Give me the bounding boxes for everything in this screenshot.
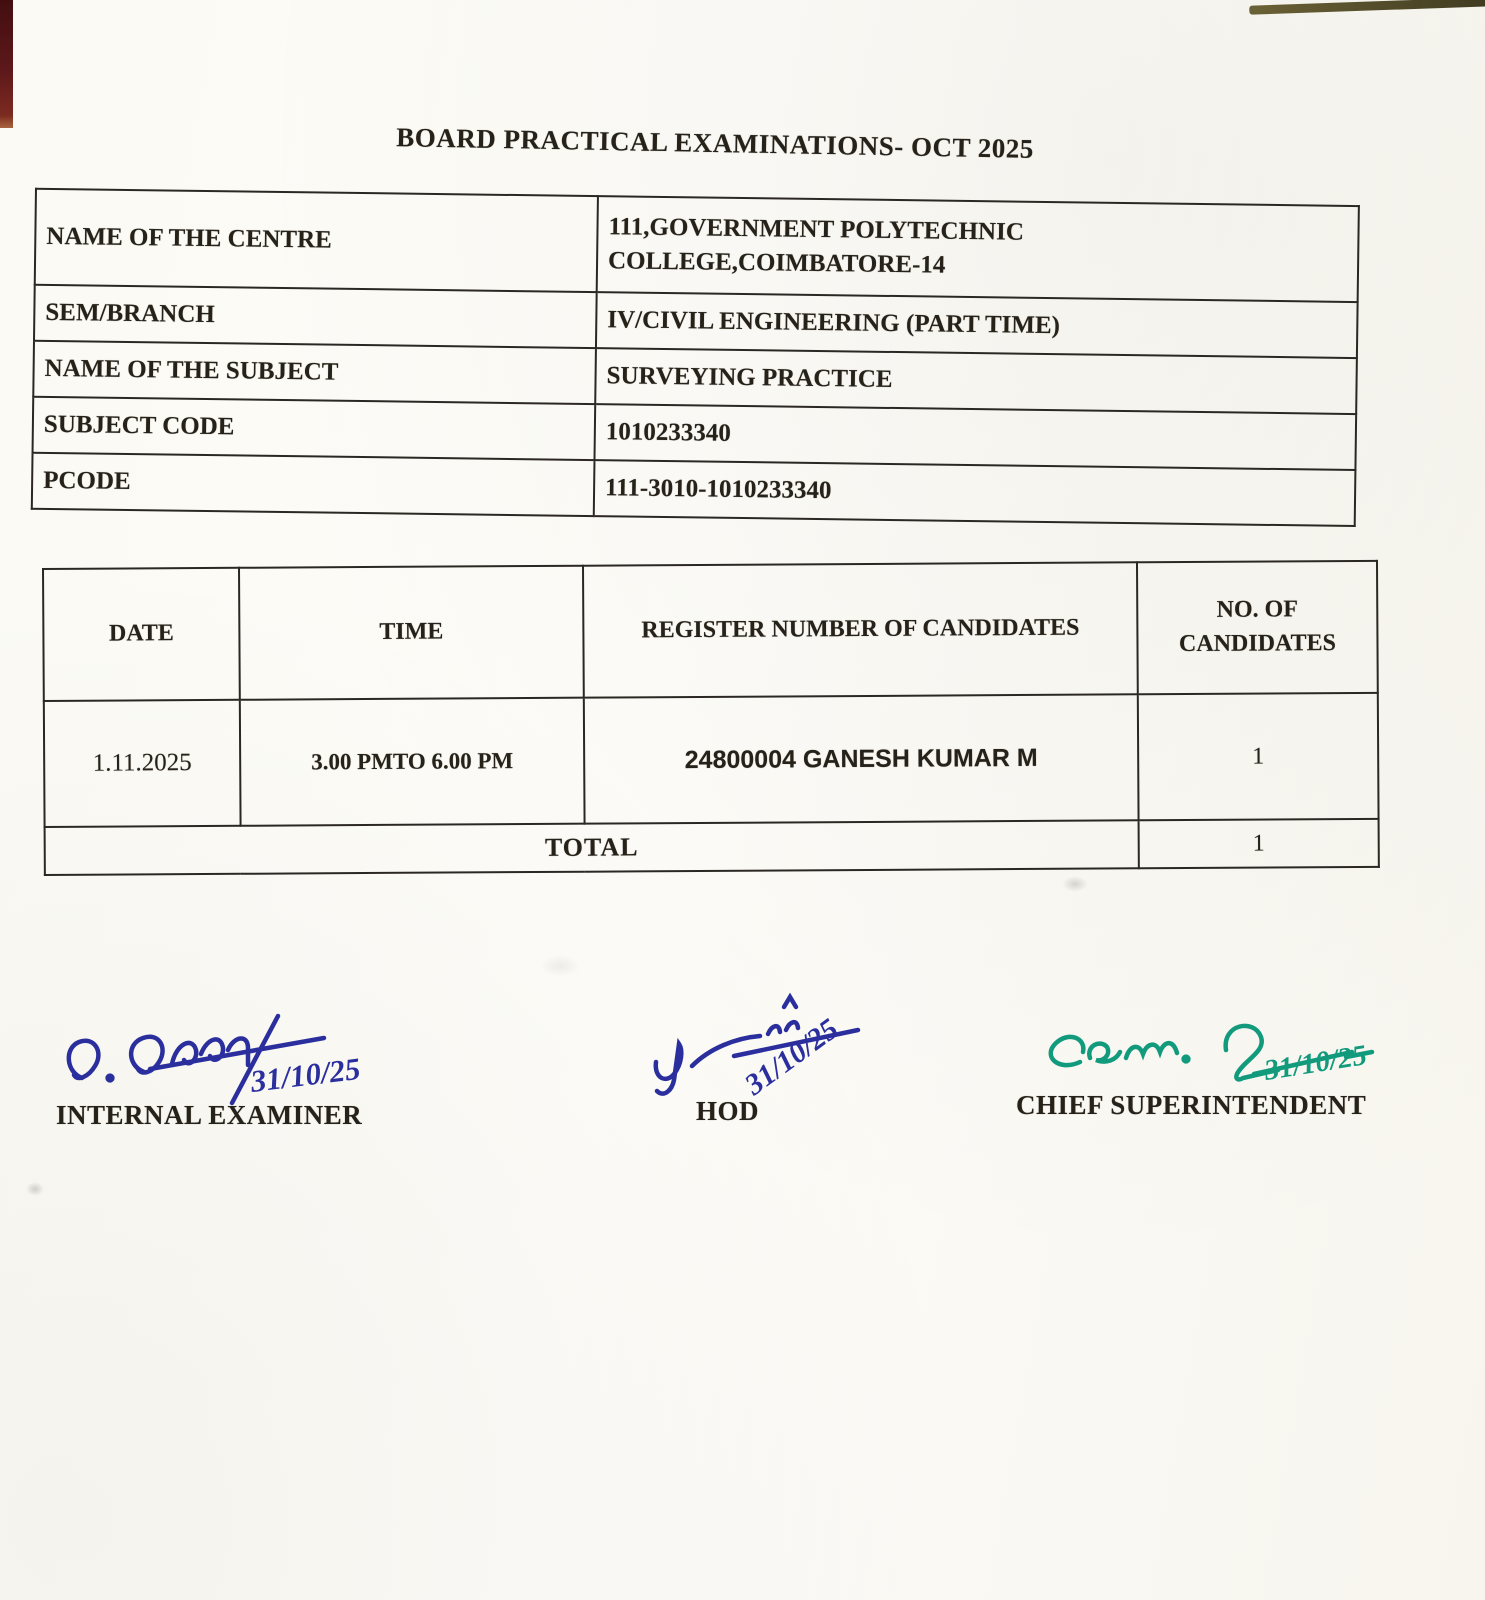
- info-label-sem-branch: SEM/BRANCH: [34, 285, 597, 348]
- info-value-centre: 111,GOVERNMENT POLYTECHNIC COLLEGE,COIMBATORE-14: [597, 196, 1359, 302]
- chief-superintendent-sign-date: 31/10/25: [1262, 1039, 1369, 1087]
- info-label-centre: NAME OF THE CENTRE: [35, 189, 598, 292]
- internal-examiner-signature-block: [52, 1002, 437, 1131]
- info-value-sem-branch: IV/CIVIL ENGINEERING (PART TIME): [596, 292, 1358, 358]
- internal-examiner-sign-date: 31/10/25: [248, 1050, 363, 1099]
- info-label-subject: NAME OF THE SUBJECT: [33, 341, 596, 404]
- hod-signature-icon: [638, 992, 888, 1110]
- paper-smudge: [26, 1182, 44, 1196]
- info-value-pcode: 111-3010-1010233340: [594, 460, 1356, 526]
- chief-superintendent-signature-block: [1016, 1012, 1376, 1121]
- total-value: 1: [1139, 819, 1379, 868]
- schedule-header-row: [43, 561, 1378, 701]
- info-table: [31, 188, 1360, 527]
- header-time: TIME: [239, 566, 584, 700]
- paper-smudge: [1062, 876, 1088, 892]
- exam-time: 3.00 PMTO 6.00 PM: [240, 698, 585, 826]
- candidate-register: 24800004 GANESH KUMAR M: [584, 694, 1139, 823]
- hod-signature-block: [638, 992, 888, 1127]
- info-label-pcode: PCODE: [32, 453, 595, 516]
- hod-label: HOD: [696, 1096, 760, 1126]
- exam-date: 1.11.2025: [44, 700, 241, 827]
- info-value-subject: SURVEYING PRACTICE: [595, 348, 1357, 414]
- page-title: BOARD PRACTICAL EXAMINATIONS- OCT 2025: [396, 122, 1035, 164]
- total-label: TOTAL: [45, 820, 1139, 875]
- chief-superintendent-label: CHIEF SUPERINTENDENT: [1016, 1090, 1367, 1120]
- paper-smudge: [540, 955, 580, 977]
- schedule-table: [42, 560, 1380, 876]
- schedule-total-row: [45, 819, 1379, 875]
- header-register-number: REGISTER NUMBER OF CANDIDATES: [583, 562, 1138, 697]
- chief-superintendent-signature-icon: [1016, 1012, 1376, 1094]
- internal-examiner-signature-icon: [52, 1002, 437, 1106]
- hod-sign-date: 31/10/25: [738, 1012, 845, 1102]
- schedule-data-row: [44, 693, 1379, 827]
- info-label-subject-code: SUBJECT CODE: [33, 397, 596, 460]
- candidate-count: 1: [1138, 693, 1379, 820]
- scan-edge-artifact-top-right: [1249, 0, 1485, 15]
- header-candidate-count: NO. OF CANDIDATES: [1137, 561, 1378, 694]
- scan-edge-artifact-left: [0, 0, 13, 128]
- info-value-subject-code: 1010233340: [594, 404, 1356, 470]
- internal-examiner-label: INTERNAL EXAMINER: [56, 1100, 363, 1130]
- info-row-centre: [35, 189, 1359, 302]
- header-date: DATE: [43, 568, 240, 701]
